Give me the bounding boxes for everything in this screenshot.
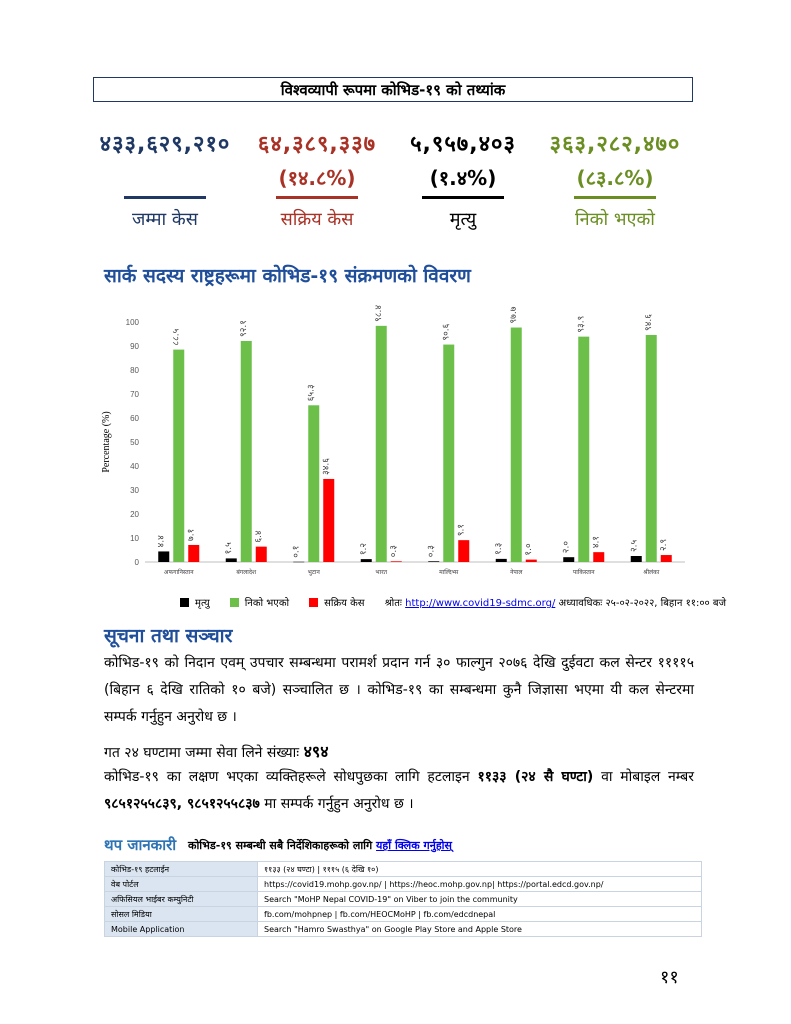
data-label: ०.१	[291, 545, 302, 558]
table-row	[105, 862, 702, 877]
data-label: २.०	[561, 540, 572, 554]
y-tick-label: 0	[134, 558, 139, 567]
served-count-line	[104, 738, 694, 767]
source-link[interactable]: http://www.covid19-sdmc.org/	[405, 598, 556, 609]
hotline-paragraph	[104, 764, 694, 818]
y-tick-label: 70	[130, 390, 139, 399]
table-row	[105, 922, 702, 937]
data-label: ४.४	[156, 535, 167, 548]
more-info-note	[188, 838, 452, 853]
bar-2-7	[661, 555, 672, 562]
info-table	[104, 861, 702, 937]
data-label: ९४.६	[644, 314, 655, 331]
stat-percent: (१४.८%)	[278, 166, 356, 190]
legend-swatch-active	[309, 598, 318, 607]
data-label: ०.३	[389, 545, 400, 558]
served-value: ४९४	[303, 742, 329, 761]
bar-1-0	[173, 350, 184, 562]
bar-2-0	[188, 545, 199, 562]
hotline-text-a: कोभिड-१९ का लक्षण भएका व्यक्तिहरूले सोधपुछका लागि हटलाइन	[104, 769, 478, 785]
source-text	[385, 595, 726, 609]
stat-total-cases	[80, 128, 250, 231]
x-tick-label: बंगलादेश	[236, 569, 257, 576]
stat-number: ६४,३८९,३३७	[257, 132, 377, 157]
row-value-links[interactable]: https://covid19.mohp.gov.np/ | https://heoc.mohp.gov.np| https://portal.edcd.gov.np/	[258, 877, 702, 892]
y-tick-label: 30	[130, 486, 139, 495]
x-tick-label: अफगानिस्तान	[163, 569, 194, 576]
bar-2-5	[526, 560, 537, 562]
bar-0-1	[226, 558, 237, 562]
legend-swatch-recovered	[230, 598, 239, 607]
bar-2-6	[593, 552, 604, 562]
stat-label: जम्मा केस	[132, 209, 198, 230]
bar-0-4	[428, 561, 439, 562]
divider	[422, 196, 504, 199]
stat-number: ४३३,६२९,२१०	[99, 132, 231, 157]
bar-2-2	[323, 479, 334, 562]
x-tick-label: भारत	[375, 569, 388, 576]
hotline-text-c: मा सम्पर्क गर्नुहुन अनुरोध छ ।	[259, 796, 414, 812]
data-label: १.०	[524, 543, 535, 556]
x-tick-label: नेपाल	[510, 569, 523, 576]
y-tick-label: 40	[130, 462, 139, 471]
y-tick-label: 90	[130, 342, 139, 351]
data-label: ९३.९	[576, 315, 587, 333]
x-tick-label: पाकिस्तान	[572, 569, 595, 576]
data-label: ६.४	[254, 530, 265, 543]
bar-0-7	[631, 556, 642, 562]
stat-percent: (८३.८%)	[576, 166, 654, 190]
row-value-links[interactable]: fb.com/mohpnep | fb.com/HEOCMoHP | fb.com/edcdnepal	[258, 907, 702, 922]
bar-2-4	[458, 540, 469, 562]
x-tick-label: श्रीलंका	[643, 569, 660, 576]
stat-label: मृत्यु	[449, 209, 477, 230]
page-number: ११	[660, 967, 679, 988]
data-label: ८८.५	[171, 328, 182, 346]
x-tick-label: भुटान	[307, 569, 320, 576]
legend-label-deaths: मृत्यु	[195, 598, 210, 609]
legend-label-active: सक्रिय केस	[324, 598, 365, 609]
row-value: Search "Hamro Swasthya" on Google Play Store and Apple Store	[258, 922, 702, 937]
row-label: सोसल मिडिया	[105, 907, 258, 922]
y-axis-label: Percentage (%)	[101, 411, 112, 473]
table-row	[105, 907, 702, 922]
data-label: १.२	[359, 542, 370, 556]
stat-percent	[80, 164, 250, 190]
hotline-number: ११३३ (२४ सै घण्टा)	[477, 769, 594, 785]
divider	[124, 196, 206, 199]
row-label: वेब पोर्टल	[105, 877, 258, 892]
info-section-title: सूचना तथा सञ्चार	[104, 625, 233, 647]
y-tick-label: 20	[130, 510, 139, 519]
data-label: ४.१	[591, 535, 602, 549]
row-label: कोभिड-१९ हटलाईन	[105, 862, 258, 877]
data-label: १.३	[494, 542, 505, 555]
source-note: अध्यावधिकः २५-०२-२०२२, बिहान ११:०० बजे	[555, 598, 727, 609]
mobile-numbers: ९८५१२५५८३९, ९८५१२५५८३७	[104, 796, 260, 812]
data-label: २.९	[659, 538, 670, 552]
bar-0-2	[293, 562, 304, 563]
row-label: Mobile Application	[105, 922, 258, 937]
bar-0-5	[496, 559, 507, 562]
stat-recovered	[530, 128, 700, 231]
data-label: ३४.६	[321, 458, 332, 475]
stat-label: निको भएको	[575, 209, 655, 230]
data-label: ९७.७	[509, 306, 520, 324]
legend-swatch-deaths	[180, 598, 189, 607]
chart-section-title: सार्क सदस्य राष्ट्रहरूमा कोभिड-१९ संक्रमणको विवरण	[104, 265, 471, 287]
saarc-bar-chart	[95, 290, 695, 580]
table-row	[105, 877, 702, 892]
stat-number: ५,९५७,४०३	[410, 132, 516, 157]
hotline-text-b: वा मोबाइल नम्बर	[593, 769, 695, 785]
bar-1-1	[241, 341, 252, 562]
bar-0-3	[361, 559, 372, 562]
row-value: Search "MoHP Nepal COVID-19" on Viber to join the community	[258, 892, 702, 907]
stat-number: ३६३,२८२,४७०	[549, 132, 681, 157]
bar-1-4	[443, 345, 454, 562]
chart-legend	[180, 595, 726, 609]
guidelines-link[interactable]: यहाँ क्लिक गर्नुहोस्	[376, 839, 452, 852]
data-label: ९०.६	[441, 323, 452, 341]
x-tick-label: माल्दिभ्स	[439, 569, 459, 576]
data-label: २.५	[629, 539, 640, 552]
data-label: ९८.४	[374, 304, 385, 322]
table-row	[105, 892, 702, 907]
bar-1-6	[578, 337, 589, 562]
call-center-paragraph: कोभिड-१९ को निदान एवम् उपचार सम्बन्धमा परामर्श प्रदान गर्न ३० फाल्गुन २०७६ देखि दुईवटा कल सेन्टर ११११५ (बिहान ६ देखि रातिको १० बजे) सञ्चालित छ । कोभिड-१९ का सम्बन्धमा कुनै जिज्ञासा भएमा यी कल सेन्टरमा सम्पर्क गर्नुहुन अनुरोध छ ।	[104, 655, 694, 725]
y-tick-label: 80	[130, 366, 139, 375]
row-label: अफिसियल भाईबर कम्युनिटी	[105, 892, 258, 907]
served-label: गत २४ घण्टामा जम्मा सेवा लिने संख्याः	[104, 745, 304, 761]
stat-active-cases	[232, 128, 402, 231]
stat-percent: (१.४%)	[429, 166, 497, 190]
bar-1-3	[376, 326, 387, 562]
bar-0-6	[563, 557, 574, 562]
bar-1-7	[646, 335, 657, 562]
data-label: ६५.३	[306, 384, 317, 402]
stat-label: सक्रिय केस	[280, 209, 354, 230]
data-label: ९.१	[456, 523, 467, 537]
more-note-text: कोभिड-१९ सम्बन्धी सबै निर्देशिकाहरूको लागि	[188, 839, 377, 852]
row-value: ११३३ (२४ घण्टा) | १११५ (६ देखि १०)	[258, 862, 702, 877]
stat-deaths	[378, 128, 548, 231]
y-tick-label: 50	[130, 438, 139, 447]
bar-1-5	[511, 328, 522, 562]
divider	[276, 196, 358, 199]
bar-2-3	[391, 561, 402, 562]
y-tick-label: 60	[130, 414, 139, 423]
legend-label-recovered: निको भएको	[244, 598, 290, 609]
bar-1-2	[308, 405, 319, 562]
bar-0-0	[158, 551, 169, 562]
source-label: श्रोतः	[384, 598, 402, 609]
data-label: १.५	[224, 542, 235, 555]
bar-2-1	[256, 547, 267, 562]
more-info-title: थप जानकारी	[104, 836, 177, 854]
divider	[574, 196, 656, 199]
page-title: विश्वव्यापी रूपमा कोभिड-१९ को तथ्यांक	[93, 77, 693, 102]
data-label: ७.१	[186, 528, 197, 541]
y-tick-label: 10	[130, 534, 139, 543]
y-tick-label: 100	[125, 318, 139, 327]
data-label: ०.३	[426, 545, 437, 558]
data-label: ९२.१	[239, 320, 250, 337]
